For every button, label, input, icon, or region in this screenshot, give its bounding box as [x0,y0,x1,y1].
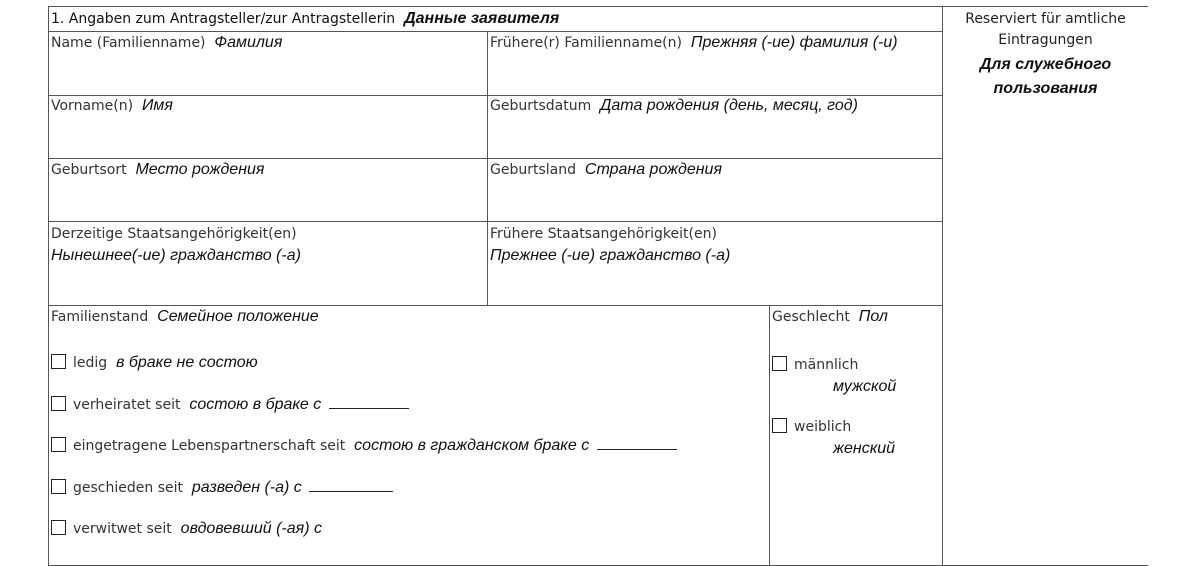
divorced-date-blank[interactable] [309,479,393,492]
birth-country-label-ru: Страна рождения [584,161,722,178]
marital-status-label-ru: Семейное положение [157,308,319,325]
sex-heading [772,308,888,326]
married-label-de: verheiratet seit [73,397,181,413]
grid-line [48,305,942,306]
checkbox-married[interactable] [51,396,66,411]
former-surname-label-ru: Прежняя (-ие) фамилия (-и) [690,34,898,51]
checkbox-partnership[interactable] [51,437,66,452]
birth-date-label-de: Geburtsdatum [490,98,592,114]
first-name-label-ru: Имя [141,97,173,114]
partnership-label-ru: состою в гражданском браке с [354,437,590,454]
grid-line [769,305,770,565]
section-header-ru: Данные заявителя [404,10,560,27]
former-surname-field[interactable] [490,34,898,52]
divorced-label-de: geschieden seit [73,480,183,496]
birth-place-label-de: Geburtsort [51,162,127,178]
reserved-de-line1: Reserviert für amtliche [965,11,1126,27]
grid-line [48,158,942,159]
partnership-date-blank[interactable] [597,437,677,450]
first-name-field[interactable] [51,97,173,115]
single-label-de: ledig [73,355,108,371]
birth-date-label-ru: Дата рождения (день, месяц, год) [600,97,858,114]
current-citizenship-label-de: Derzeitige Staatsangehörigkeit(en) [51,226,297,242]
first-name-label-de: Vorname(n) [51,98,134,114]
grid-line [48,221,942,222]
former-citizenship-label-ru: Прежнее (-ие) гражданство (-а) [490,247,731,264]
widowed-label-ru: овдовевший (-ая) с [180,520,322,537]
marital-option-single[interactable] [51,354,258,372]
grid-line [48,95,942,96]
checkbox-single[interactable] [51,354,66,369]
divorced-label-ru: разведен (-а) с [191,479,302,496]
marital-option-partnership[interactable] [51,437,677,455]
reserved-ru-line1: Для служебного [979,56,1112,73]
checkbox-male[interactable] [772,356,787,371]
male-label-de: männlich [794,357,859,373]
birth-country-field[interactable] [490,161,722,179]
grid-line [487,31,488,306]
former-citizenship-label-de: Frühere Staatsangehörigkeit(en) [490,226,717,242]
partnership-label-de: eingetragene Lebenspartnerschaft seit [73,438,346,454]
sex-label-de: Geschlecht [772,309,850,325]
female-label-ru: женский [833,440,896,457]
marital-option-widowed[interactable] [51,520,322,538]
birth-country-label-de: Geburtsland [490,162,576,178]
marital-status-heading [51,308,319,326]
marital-option-divorced[interactable] [51,479,393,497]
birth-place-label-ru: Место рождения [135,161,265,178]
married-label-ru: состою в браке с [189,396,322,413]
current-citizenship-label-ru: Нынешнее(-ие) гражданство (-а) [51,247,301,264]
married-date-blank[interactable] [329,396,409,409]
marital-status-label-de: Familienstand [51,309,149,325]
birth-date-field[interactable] [490,97,858,115]
surname-field[interactable] [51,34,282,52]
reserved-box [943,9,1148,101]
marital-option-married[interactable] [51,396,409,414]
birth-place-field[interactable] [51,161,264,179]
former-surname-label-de: Frühere(r) Familienname(n) [490,35,682,51]
sex-option-female[interactable] [772,416,895,459]
single-label-ru: в браке не состою [116,354,258,371]
surname-label-ru: Фамилия [214,34,283,51]
checkbox-female[interactable] [772,418,787,433]
checkbox-divorced[interactable] [51,479,66,494]
checkbox-widowed[interactable] [51,520,66,535]
section-header [51,10,559,28]
reserved-de-line2: Eintragungen [998,32,1093,48]
sex-option-male[interactable] [772,354,896,397]
male-label-ru: мужской [833,378,897,395]
sex-label-ru: Пол [858,308,888,325]
current-citizenship-field[interactable] [51,224,301,266]
female-label-de: weiblich [794,419,852,435]
widowed-label-de: verwitwet seit [73,521,172,537]
grid-line [48,31,942,32]
former-citizenship-field[interactable] [490,224,730,266]
surname-label-de: Name (Familienname) [51,35,206,51]
reserved-ru-line2: пользования [993,80,1098,97]
section-header-de: 1. Angaben zum Antragsteller/zur Antragstellerin [51,11,396,27]
